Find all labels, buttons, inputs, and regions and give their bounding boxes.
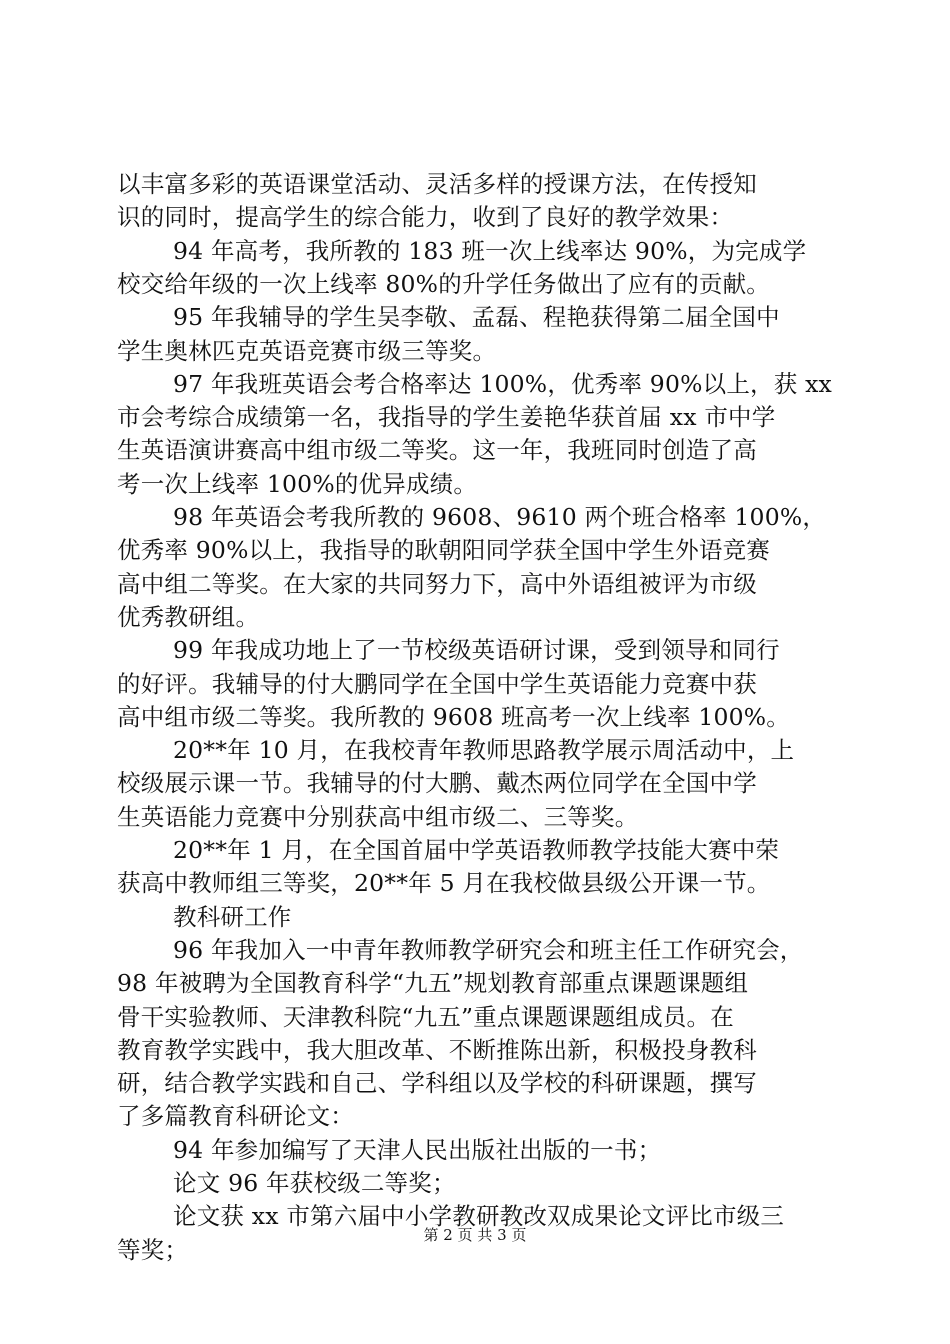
page-footer: 第 2 页 共 3 页	[423, 1226, 527, 1244]
text-line: 生英语演讲赛高中组市级二等奖。这一年，我班同时创造了高	[117, 436, 757, 465]
text-line: 高中组二等奖。在大家的共同努力下，高中外语组被评为市级	[117, 569, 757, 598]
text-line: 教育教学实践中，我大胆改革、不断推陈出新，积极投身教科	[117, 1035, 757, 1064]
text-line: 研，结合教学实践和自己、学科组以及学校的科研课题，撰写	[117, 1069, 757, 1098]
text-line: 论文 96 年获校级二等奖；	[173, 1169, 456, 1197]
text-line: 骨干实验教师、天津教科院“九五”重点课题课题组成员。在	[117, 1002, 734, 1031]
text-line: 以丰富多彩的英语课堂活动、灵活多样的授课方法，在传授知	[117, 170, 757, 198]
text-line: 校级展示课一节。我辅导的付大鹏、戴杰两位同学在全国中学	[117, 769, 757, 798]
text-line: 96 年我加入一中青年教师教学研究会和班主任工作研究会，	[173, 935, 804, 964]
text-line: 94 年高考，我所教的 183 班一次上线率达 90%，为完成学	[173, 236, 807, 265]
text-line: 等奖；	[117, 1235, 189, 1264]
text-line: 97 年我班英语会考合格率达 100%，优秀率 90%以上，获 xx	[173, 369, 833, 398]
text-line: 教科研工作	[173, 902, 292, 931]
text-line: 论文获 xx 市第六届中小学教研教改双成果论文评比市级三	[173, 1202, 785, 1231]
text-line: 的好评。我辅导的付大鹏同学在全国中学生英语能力竞赛中获	[117, 669, 757, 698]
text-line: 99 年我成功地上了一节校级英语研讨课，受到领导和同行	[173, 636, 780, 665]
text-line: 94 年参加编写了天津人民出版社出版的一书；	[173, 1135, 662, 1164]
text-line: 生英语能力竞赛中分别获高中组市级二、三等奖。	[117, 802, 639, 831]
text-line: 优秀教研组。	[117, 602, 260, 631]
text-line: 高中组市级二等奖。我所教的 9608 班高考一次上线率 100%。	[117, 702, 790, 731]
text-line: 学生奥林匹克英语竞赛市级三等奖。	[117, 336, 497, 365]
text-line: 识的同时，提高学生的综合能力，收到了良好的教学效果：	[117, 203, 734, 232]
text-line: 了多篇教育科研论文：	[117, 1102, 354, 1131]
text-line: 98 年英语会考我所教的 9608、9610 两个班合格率 100%，	[173, 503, 827, 531]
text-line: 98 年被聘为全国教育科学“九五”规划教育部重点课题课题组	[117, 969, 749, 998]
text-line: 获高中教师组三等奖，20**年 5 月在我校做县级公开课一节。	[117, 869, 771, 898]
text-line: 考一次上线率 100%的优异成绩。	[117, 469, 478, 498]
text-line: 20**年 1 月，在全国首届中学英语教师教学技能大赛中荣	[173, 836, 780, 864]
text-line: 优秀率 90%以上，我指导的耿朝阳同学获全国中学生外语竞赛	[117, 536, 771, 565]
text-line: 20**年 10 月，在我校青年教师思路教学展示周活动中，上	[173, 736, 795, 765]
text-line: 校交给年级的一次上线率 80%的升学任务做出了应有的贡献。	[117, 269, 771, 298]
text-line: 95 年我辅导的学生吴李敬、孟磊、程艳获得第二届全国中	[173, 303, 780, 332]
text-line: 市会考综合成绩第一名，我指导的学生姜艳华获首届 xx 市中学	[117, 403, 776, 432]
